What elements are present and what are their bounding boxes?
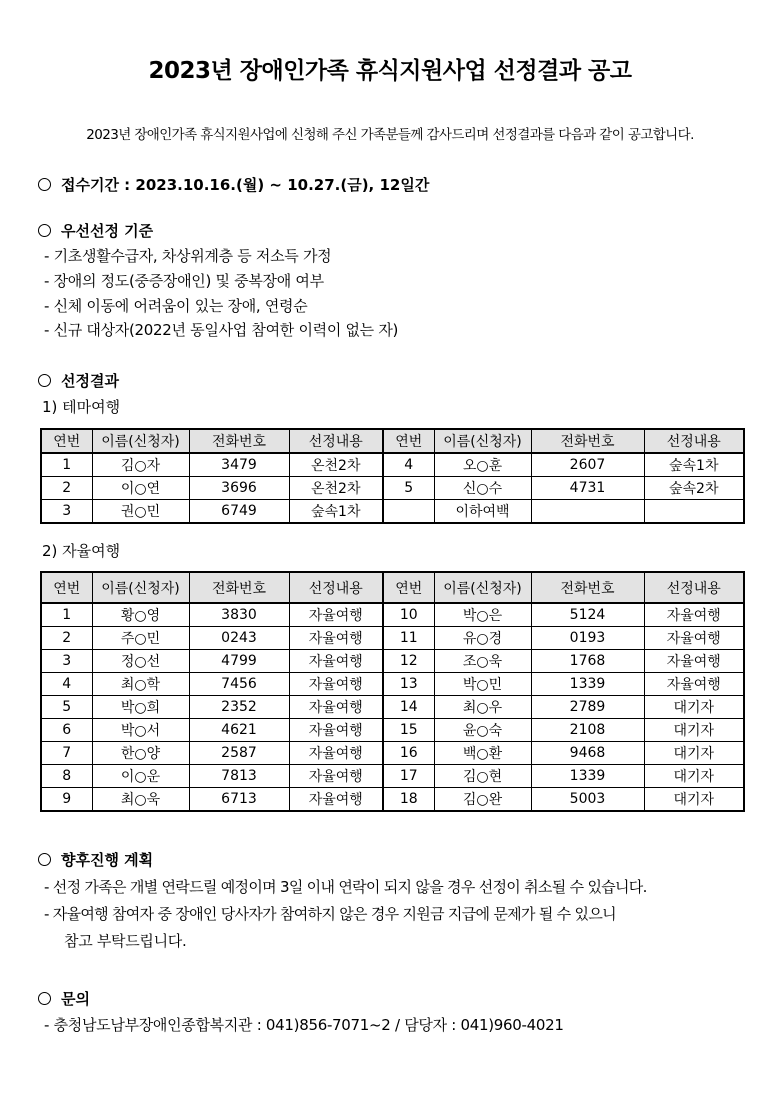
table-cell: 1339 — [531, 765, 644, 788]
table-cell: 1339 — [531, 673, 644, 696]
table-cell: 1768 — [531, 650, 644, 673]
table-cell: 1 — [41, 453, 92, 477]
table-cell: 9468 — [531, 742, 644, 765]
table-cell: 7 — [41, 742, 92, 765]
header-cell: 전화번호 — [189, 429, 289, 453]
table-cell: 자율여행 — [289, 765, 383, 788]
table-row — [41, 719, 744, 742]
table-cell: 6749 — [189, 500, 289, 524]
plan-line: - 자율여행 참여자 중 장애인 당사자가 참여하지 않은 경우 지원금 지급에 문제가 될 수 있으니 — [44, 905, 616, 923]
header-cell: 이름(신청자) — [434, 429, 531, 453]
table-cell: 7456 — [189, 673, 289, 696]
criteria-item: - 신규 대상자(2022년 동일사업 참여한 이력이 없는 자) — [44, 321, 399, 339]
table-cell: 최○학 — [92, 673, 189, 696]
table-cell: 김○현 — [434, 765, 531, 788]
table-cell: 2587 — [189, 742, 289, 765]
table-cell: 0193 — [531, 627, 644, 650]
table-cell: 6 — [41, 719, 92, 742]
table-row — [41, 650, 744, 673]
table-cell: 박○희 — [92, 696, 189, 719]
table-cell: 숲속2차 — [644, 477, 744, 500]
table-header-row — [41, 429, 744, 453]
table-row — [41, 603, 744, 627]
table-cell: 정○선 — [92, 650, 189, 673]
period-section — [38, 174, 429, 195]
circle-bullet-icon — [38, 374, 51, 387]
table-cell: 이○연 — [92, 477, 189, 500]
table-cell: 자율여행 — [289, 719, 383, 742]
table-cell: 3479 — [189, 453, 289, 477]
table-cell: 숲속1차 — [289, 500, 383, 524]
header-cell: 전화번호 — [531, 429, 644, 453]
table-cell: 3696 — [189, 477, 289, 500]
contact-heading: 문의 — [61, 990, 90, 1008]
self-label: 2) 자율여행 — [42, 542, 121, 560]
table-cell: 자율여행 — [289, 627, 383, 650]
table-row — [41, 453, 744, 477]
table-cell: 자율여행 — [644, 650, 744, 673]
theme-label: 1) 테마여행 — [42, 398, 121, 416]
table-cell: 유○경 — [434, 627, 531, 650]
table-cell: 대기자 — [644, 765, 744, 788]
table-cell: 10 — [383, 603, 434, 627]
contact-section — [38, 988, 90, 1009]
table-cell: 김○자 — [92, 453, 189, 477]
table-cell: 5124 — [531, 603, 644, 627]
table-row — [41, 696, 744, 719]
table-cell: 18 — [383, 788, 434, 812]
table-cell: 2789 — [531, 696, 644, 719]
table-cell: 13 — [383, 673, 434, 696]
table-cell: 자율여행 — [644, 603, 744, 627]
table-row — [41, 788, 744, 812]
circle-bullet-icon — [38, 992, 51, 1005]
header-cell: 전화번호 — [531, 572, 644, 603]
table-cell: 자율여행 — [289, 788, 383, 812]
intro-text: 2023년 장애인가족 휴식지원사업에 신청해 주신 가족분들께 감사드리며 선정결과를 다음과 같이 공고합니다. — [86, 127, 694, 143]
table-row — [41, 477, 744, 500]
header-cell: 선정내용 — [644, 572, 744, 603]
table-cell — [531, 500, 644, 524]
table-cell — [644, 500, 744, 524]
criteria-item: - 기초생활수급자, 차상위계층 등 저소득 가정 — [44, 247, 332, 265]
table-cell: 2607 — [531, 453, 644, 477]
table-row — [41, 627, 744, 650]
plan-heading: 향후진행 계획 — [61, 851, 154, 869]
table-header-row — [41, 572, 744, 603]
table-cell: 8 — [41, 765, 92, 788]
page-title: 2023년 장애인가족 휴식지원사업 선정결과 공고 — [148, 58, 632, 84]
table-cell: 12 — [383, 650, 434, 673]
criteria-item: - 신체 이동에 어려움이 있는 장애, 연령순 — [44, 297, 308, 315]
table-cell: 자율여행 — [289, 696, 383, 719]
table-cell: 4621 — [189, 719, 289, 742]
table-cell — [383, 500, 434, 524]
table-cell: 2 — [41, 477, 92, 500]
table-cell: 신○수 — [434, 477, 531, 500]
contact-line: - 충청남도남부장애인종합복지관 : 041)856-7071~2 / 담당자 : 041)960-4021 — [44, 1016, 564, 1034]
table-cell: 대기자 — [644, 788, 744, 812]
header-cell: 연번 — [41, 429, 92, 453]
table-cell: 자율여행 — [289, 673, 383, 696]
results-section — [38, 370, 119, 391]
table-cell: 박○민 — [434, 673, 531, 696]
table-cell: 3 — [41, 650, 92, 673]
table-cell: 김○완 — [434, 788, 531, 812]
table-cell: 6713 — [189, 788, 289, 812]
table-cell: 윤○숙 — [434, 719, 531, 742]
table-cell: 박○서 — [92, 719, 189, 742]
table-cell: 온천2차 — [289, 453, 383, 477]
table-cell: 1 — [41, 603, 92, 627]
table-cell: 박○은 — [434, 603, 531, 627]
table-cell: 자율여행 — [644, 627, 744, 650]
header-cell: 연번 — [41, 572, 92, 603]
table-cell: 대기자 — [644, 696, 744, 719]
theme-table — [40, 428, 745, 524]
results-heading: 선정결과 — [61, 372, 119, 390]
table-cell: 4 — [383, 453, 434, 477]
table-row — [41, 673, 744, 696]
table-cell: 2108 — [531, 719, 644, 742]
table-cell: 대기자 — [644, 742, 744, 765]
table-row — [41, 500, 744, 524]
table-cell: 9 — [41, 788, 92, 812]
table-cell: 자율여행 — [289, 650, 383, 673]
table-cell: 4 — [41, 673, 92, 696]
header-cell: 선정내용 — [289, 429, 383, 453]
plan-line: - 선정 가족은 개별 연락드릴 예정이며 3일 이내 연락이 되지 않을 경우 선정이 취소될 수 있습니다. — [44, 878, 647, 896]
header-cell: 이름(신청자) — [92, 429, 189, 453]
table-cell: 17 — [383, 765, 434, 788]
table-cell: 5003 — [531, 788, 644, 812]
plan-line: 참고 부탁드립니다. — [64, 932, 187, 950]
table-cell: 자율여행 — [289, 742, 383, 765]
table-cell: 백○환 — [434, 742, 531, 765]
table-cell: 최○우 — [434, 696, 531, 719]
table-cell: 4799 — [189, 650, 289, 673]
table-row — [41, 742, 744, 765]
table-cell: 14 — [383, 696, 434, 719]
header-cell: 이름(신청자) — [92, 572, 189, 603]
table-cell: 조○욱 — [434, 650, 531, 673]
table-row — [41, 765, 744, 788]
circle-bullet-icon — [38, 178, 51, 191]
table-cell: 11 — [383, 627, 434, 650]
table-cell: 자율여행 — [644, 673, 744, 696]
table-cell: 오○훈 — [434, 453, 531, 477]
table-cell: 2352 — [189, 696, 289, 719]
table-cell: 온천2차 — [289, 477, 383, 500]
table-cell: 3830 — [189, 603, 289, 627]
table-cell: 자율여행 — [289, 603, 383, 627]
criteria-item: - 장애의 정도(중증장애인) 및 중복장애 여부 — [44, 272, 324, 290]
table-cell: 4731 — [531, 477, 644, 500]
table-cell: 0243 — [189, 627, 289, 650]
table-cell: 한○양 — [92, 742, 189, 765]
period-text: 접수기간 : 2023.10.16.(월) ~ 10.27.(금), 12일간 — [61, 176, 430, 194]
table-cell: 주○민 — [92, 627, 189, 650]
table-cell: 숲속1차 — [644, 453, 744, 477]
header-cell: 이름(신청자) — [434, 572, 531, 603]
table-cell: 2 — [41, 627, 92, 650]
plan-section — [38, 849, 153, 870]
criteria-section — [38, 220, 153, 241]
table-cell: 최○욱 — [92, 788, 189, 812]
self-table — [40, 571, 745, 812]
header-cell: 연번 — [383, 572, 434, 603]
table-cell: 권○민 — [92, 500, 189, 524]
criteria-heading: 우선선정 기준 — [61, 222, 154, 240]
table-cell: 16 — [383, 742, 434, 765]
table-cell: 5 — [383, 477, 434, 500]
header-cell: 선정내용 — [289, 572, 383, 603]
table-cell: 이하여백 — [434, 500, 531, 524]
table-cell: 5 — [41, 696, 92, 719]
table-cell: 3 — [41, 500, 92, 524]
table-cell: 15 — [383, 719, 434, 742]
header-cell: 연번 — [383, 429, 434, 453]
table-cell: 7813 — [189, 765, 289, 788]
table-cell: 이○운 — [92, 765, 189, 788]
header-cell: 전화번호 — [189, 572, 289, 603]
table-cell: 대기자 — [644, 719, 744, 742]
header-cell: 선정내용 — [644, 429, 744, 453]
circle-bullet-icon — [38, 224, 51, 237]
circle-bullet-icon — [38, 853, 51, 866]
table-cell: 황○영 — [92, 603, 189, 627]
